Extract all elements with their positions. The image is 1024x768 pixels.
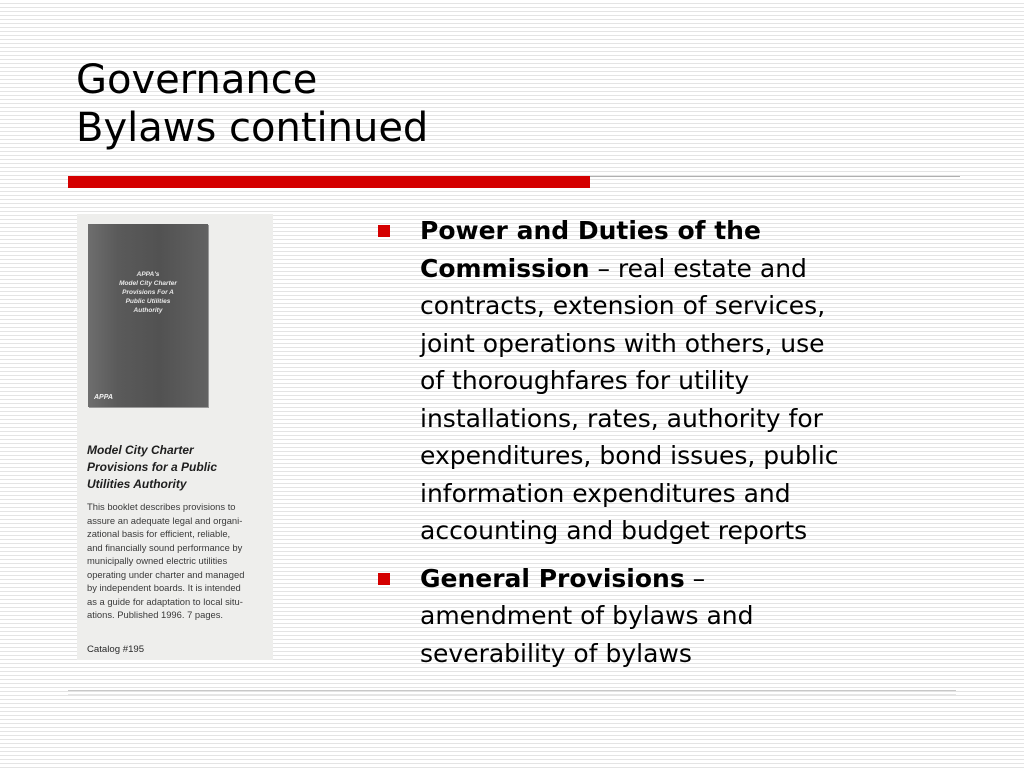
booklet-cover-title: [88, 270, 208, 315]
footer-divider-secondary: [68, 694, 956, 695]
catalog-description-line: ations. Published 1996. 7 pages.: [87, 609, 224, 620]
catalog-number: Catalog #195: [87, 644, 145, 655]
footer-divider: [68, 690, 956, 691]
slide-title-line-2: Bylaws continued: [76, 105, 429, 151]
catalog-description-line: as a guide for adaptation to local situ-: [87, 595, 243, 607]
square-bullet-icon: [378, 573, 390, 585]
bullet-line: amendment of bylaws and: [420, 601, 754, 630]
slide-title-line-1: Governance: [76, 57, 318, 103]
booklet-logo: APPA: [94, 394, 113, 401]
bullet-bold-text: Power and Duties of the: [420, 216, 761, 245]
booklet-title-line: APPA's: [136, 271, 160, 278]
bullet-list: [374, 212, 974, 682]
bullet-line: installations, rates, authority for: [420, 403, 823, 433]
bullet-general-provisions: [374, 560, 974, 673]
bullet-line: severability of bylaws: [420, 638, 692, 668]
bullet-bold-text: Commission: [420, 253, 590, 283]
catalog-description-line: This booklet describes provisions to: [87, 501, 236, 512]
catalog-heading-line: Utilities Authority: [87, 477, 187, 491]
booklet-title-line: Authority: [133, 307, 163, 314]
catalog-image: [77, 214, 273, 660]
bullet-line: expenditures, bond issues, public: [420, 441, 839, 470]
bullet-text: – real estate and: [589, 253, 807, 283]
bullet-line: information expenditures and: [420, 478, 791, 508]
catalog-description-line: municipally owned electric utilities: [87, 555, 228, 566]
bullet-line: of thoroughfares for utility: [420, 366, 750, 395]
bullet-line: [420, 560, 974, 598]
catalog-heading-line: Provisions for a Public: [87, 460, 218, 474]
booklet-title-line: Public Utilities: [125, 298, 171, 305]
bullet-line: contracts, extension of services,: [420, 291, 826, 320]
square-bullet-icon: [378, 225, 390, 237]
bullet-power-and-duties: [374, 212, 974, 550]
bullet-bold-text: General Provisions: [420, 563, 685, 593]
title-underline-thin: [590, 176, 960, 177]
catalog-heading: [87, 442, 267, 493]
booklet-title-line: Model City Charter: [119, 280, 177, 287]
slide-title: [76, 56, 428, 152]
title-underline-accent: [68, 176, 590, 188]
catalog-description: [87, 500, 269, 622]
catalog-heading-line: Model City Charter: [87, 443, 194, 457]
booklet-title-line: Provisions For A: [122, 289, 174, 296]
booklet-cover: [88, 224, 208, 407]
bullet-line: [420, 212, 974, 250]
bullet-line: joint operations with others, use: [420, 328, 825, 358]
catalog-description-line: assure an adequate legal and organi-: [87, 514, 243, 526]
bullet-line: [420, 250, 974, 288]
catalog-description-line: zational basis for efficient, reliable,: [87, 528, 231, 539]
bullet-line: accounting and budget reports: [420, 516, 808, 545]
catalog-description-line: and financially sound performance by: [87, 541, 243, 553]
catalog-description-line: operating under charter and managed: [87, 568, 245, 580]
catalog-description-line: by independent boards. It is intended: [87, 582, 241, 593]
bullet-text: –: [684, 563, 706, 593]
